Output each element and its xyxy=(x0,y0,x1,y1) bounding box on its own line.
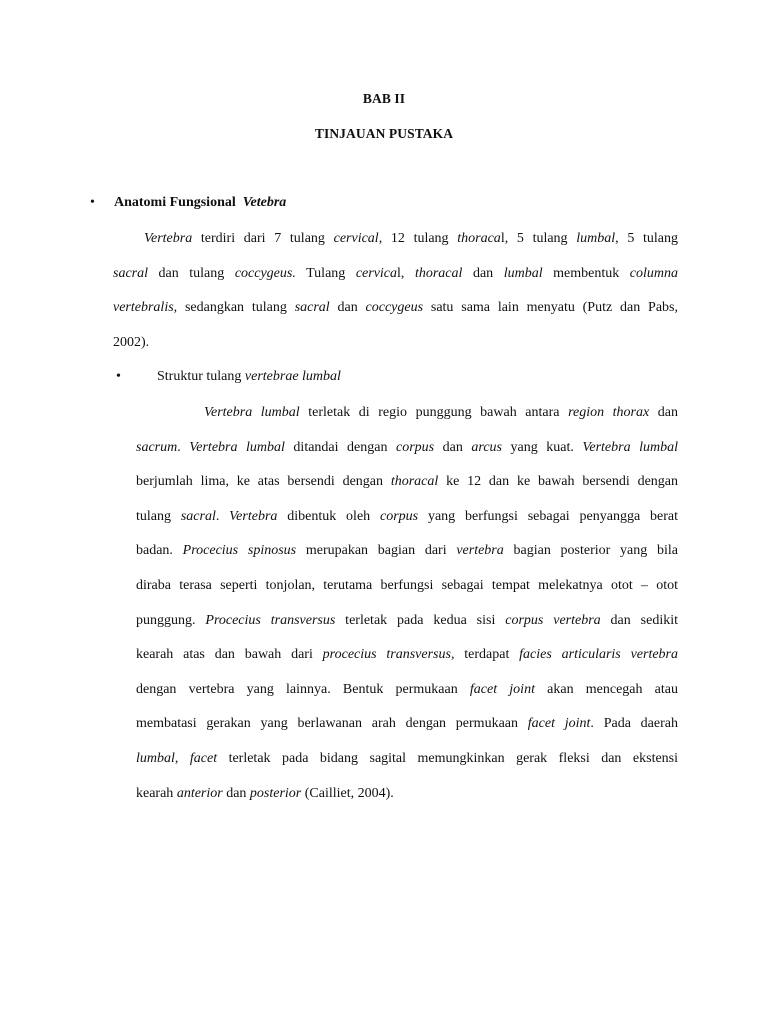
text-run: ke 12 dan ke bawah bersendi dengan xyxy=(438,474,678,490)
text-run: akan mencegah atau xyxy=(534,681,678,697)
italic-term: vertebra xyxy=(456,543,504,559)
italic-term: coccygeus xyxy=(365,300,424,316)
italic-term: procecius transversus xyxy=(322,647,451,663)
subsection-title-term: vertebrae lumbal xyxy=(244,369,341,384)
italic-term: lumbal xyxy=(503,265,543,281)
section-title-term: Vetebra xyxy=(242,195,287,210)
text-line xyxy=(136,576,678,611)
italic-term: Vertebra lumbal xyxy=(204,405,300,420)
text-run: . xyxy=(177,439,190,455)
italic-term: coccygeus. xyxy=(234,265,296,281)
text-line xyxy=(136,680,678,715)
text-run: (Cailliet, 2004). xyxy=(301,785,394,801)
subsection-title-prefix: Struktur tulang xyxy=(157,369,245,384)
italic-term: posterior xyxy=(249,785,302,801)
chapter-heading: BAB II xyxy=(362,91,406,106)
text-run: dan xyxy=(434,439,472,455)
italic-term: corpus vertebra xyxy=(505,612,601,628)
text-run: dan sedikit xyxy=(600,612,678,628)
section-title-prefix: Anatomi Fungsional xyxy=(114,195,236,210)
subsection-bullet: • xyxy=(116,369,121,384)
italic-term: region thorax xyxy=(568,405,650,420)
text-run: , terdapat xyxy=(450,647,520,663)
italic-term: anterior xyxy=(176,785,223,801)
italic-term: Vertebra lumbal xyxy=(582,439,679,455)
italic-term: corpus xyxy=(396,439,435,455)
text-line xyxy=(136,541,678,576)
text-run: , 12 tulang xyxy=(378,231,458,246)
italic-term: vertebralis xyxy=(113,300,174,316)
italic-term: Procecius spinosus xyxy=(182,543,297,559)
text-run: dan xyxy=(329,300,366,316)
italic-term: lumbal xyxy=(136,750,175,766)
text-run: tulang xyxy=(136,508,181,524)
text-run: . Pada daerah xyxy=(590,716,678,732)
italic-term: cervica xyxy=(355,265,398,281)
text-line xyxy=(136,714,678,749)
subsection-title xyxy=(157,369,341,385)
text-run: dan xyxy=(222,785,250,801)
text-run: kearah xyxy=(136,785,177,801)
text-run: badan. xyxy=(136,543,183,559)
text-run: dan tulang xyxy=(148,265,235,281)
italic-term: Vertebra xyxy=(144,231,193,246)
text-run: dibentuk oleh xyxy=(277,508,380,524)
text-run: kearah atas dan bawah dari xyxy=(136,647,323,663)
italic-term: thoracal xyxy=(390,474,439,490)
italic-term: thoraca xyxy=(457,231,501,246)
text-line xyxy=(113,298,678,333)
text-run: membentuk xyxy=(542,265,630,281)
italic-term: columna xyxy=(629,265,678,281)
italic-term: sacrum xyxy=(136,439,178,455)
text-line xyxy=(136,472,678,507)
italic-term: facet joint xyxy=(469,681,535,697)
text-run: dan xyxy=(462,265,504,281)
text-run: dan xyxy=(649,405,679,420)
text-line xyxy=(113,229,678,264)
italic-term: Vertebra xyxy=(229,508,278,524)
text-run: . xyxy=(215,508,230,524)
section-title xyxy=(114,195,286,211)
text-run: l, xyxy=(397,265,415,281)
text-line xyxy=(136,403,678,438)
text-run: diraba terasa seperti tonjolan, terutama berfungsi sebagai tempat melekatnya otot – otot xyxy=(136,577,678,593)
text-run: dengan vertebra yang lainnya. Bentuk permukaan xyxy=(136,681,470,697)
text-run: terletak pada bidang sagital memungkinkan gerak fleksi dan ekstensi xyxy=(217,750,679,766)
italic-term: lumbal xyxy=(576,231,616,246)
text-line xyxy=(136,611,678,646)
text-line xyxy=(113,333,678,368)
paragraph-vertebra xyxy=(113,229,678,367)
text-line xyxy=(136,438,678,473)
italic-term: cervical xyxy=(333,231,379,246)
text-line xyxy=(136,784,678,819)
section-bullet: • xyxy=(90,195,95,210)
text-run: , sedangkan tulang xyxy=(173,300,295,316)
italic-term: Procecius transversus xyxy=(205,612,336,628)
text-run: punggung. xyxy=(136,612,206,628)
text-run: berjumlah lima, ke atas bersendi dengan xyxy=(136,474,391,490)
italic-term: facet xyxy=(189,750,218,766)
text-run: satu sama lain menyatu (Putz dan Pabs, xyxy=(423,300,678,316)
italic-term: thoracal xyxy=(414,265,463,281)
text-run: , xyxy=(174,750,190,766)
text-line xyxy=(136,507,678,542)
text-run: ditandai dengan xyxy=(284,439,396,455)
italic-term: sacral xyxy=(113,265,148,281)
text-run: terdiri dari 7 tulang xyxy=(192,231,334,246)
italic-term: facies articularis vertebra xyxy=(519,647,679,663)
text-line xyxy=(136,749,678,784)
text-run: terletak di regio punggung bawah antara xyxy=(299,405,569,420)
italic-term: sacral xyxy=(294,300,330,316)
italic-term: sacral xyxy=(180,508,216,524)
text-run: membatasi gerakan yang berlawanan arah dengan permukaan xyxy=(136,716,528,732)
text-run: 2002). xyxy=(113,334,150,350)
text-line xyxy=(136,645,678,680)
text-run: l, 5 tulang xyxy=(500,231,577,246)
text-run: Tulang xyxy=(295,265,356,281)
text-run: merupakan bagian dari xyxy=(296,543,457,559)
chapter-title: TINJAUAN PUSTAKA xyxy=(314,126,454,141)
text-run: yang kuat. xyxy=(501,439,583,455)
paragraph-lumbal xyxy=(136,403,678,818)
text-run: yang berfungsi sebagai penyangga berat xyxy=(418,508,678,524)
text-run: terletak pada kedua sisi xyxy=(335,612,506,628)
text-line xyxy=(113,264,678,299)
text-run: , 5 tulang xyxy=(615,231,678,246)
italic-term: facet joint xyxy=(527,716,591,732)
text-run: bagian posterior yang bila xyxy=(503,543,678,559)
italic-term: corpus xyxy=(380,508,419,524)
italic-term: Vertebra lumbal xyxy=(189,439,285,455)
italic-term: arcus xyxy=(471,439,502,455)
